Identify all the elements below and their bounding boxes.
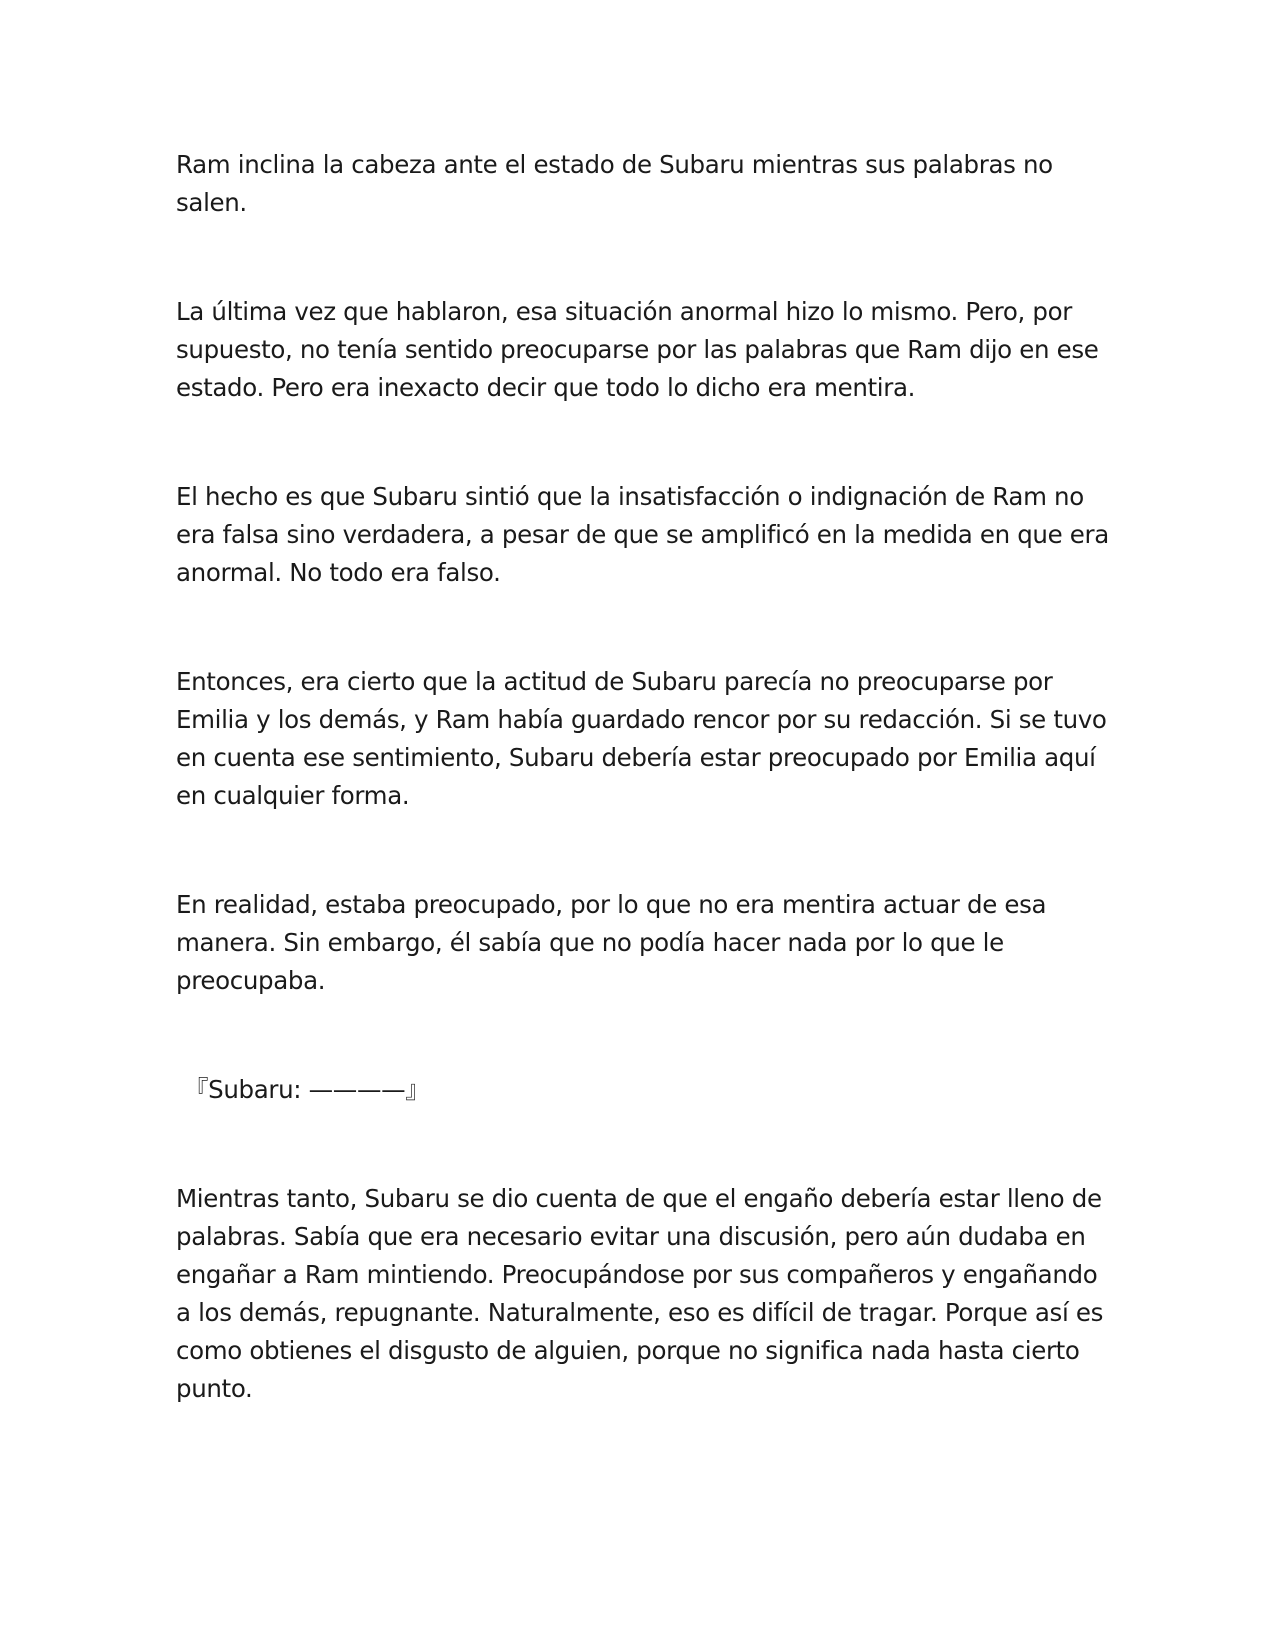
text-line: Entonces, era cierto que la actitud de Subaru parecía no preocuparse por	[176, 667, 1053, 696]
text-line: en cualquier forma.	[176, 781, 410, 810]
text-line: manera. Sin embargo, él sabía que no podía hacer nada por lo que le	[176, 928, 1004, 957]
text-line: supuesto, no tenía sentido preocuparse por las palabras que Ram dijo en ese	[176, 335, 1099, 364]
paragraph-7	[176, 1180, 1106, 1408]
text-line: La última vez que hablaron, esa situación anormal hizo lo mismo. Pero, por	[176, 297, 1072, 326]
dialogue-line	[176, 1071, 1106, 1109]
document-body	[176, 146, 1109, 1408]
text-line: palabras. Sabía que era necesario evitar una discusión, pero aún dudaba en	[176, 1222, 1086, 1251]
paragraph-4	[176, 663, 1106, 815]
paragraph-2	[176, 293, 1106, 407]
paragraph-5	[176, 886, 1106, 1000]
text-line: en cuenta ese sentimiento, Subaru debería estar preocupado por Emilia aquí	[176, 743, 1096, 772]
text-line: engañar a Ram mintiendo. Preocupándose por sus compañeros y engañando	[176, 1260, 1098, 1289]
text-line: a los demás, repugnante. Naturalmente, eso es difícil de tragar. Porque así es	[176, 1298, 1104, 1327]
text-line: Emilia y los demás, y Ram había guardado rencor por su redacción. Si se tuvo	[176, 705, 1107, 734]
text-line: En realidad, estaba preocupado, por lo que no era mentira actuar de esa	[176, 890, 1047, 919]
text-line: punto.	[176, 1374, 253, 1403]
text-line: como obtienes el disgusto de alguien, porque no significa nada hasta cierto	[176, 1336, 1080, 1365]
text-line: estado. Pero era inexacto decir que todo lo dicho era mentira.	[176, 373, 916, 402]
paragraph-3	[176, 478, 1109, 592]
text-line: era falsa sino verdadera, a pesar de que se amplificó en la medida en que era	[176, 520, 1109, 549]
dialogue-text: 『Subaru: ————』	[184, 1075, 430, 1104]
text-line: Ram inclina la cabeza ante el estado de Subaru mientras sus palabras no	[176, 150, 1053, 179]
paragraph-1	[176, 146, 1106, 222]
text-line: anormal. No todo era falso.	[176, 558, 501, 587]
text-line: salen.	[176, 188, 247, 217]
text-line: preocupaba.	[176, 966, 326, 995]
text-line: El hecho es que Subaru sintió que la insatisfacción o indignación de Ram no	[176, 482, 1084, 511]
text-line: Mientras tanto, Subaru se dio cuenta de que el engaño debería estar lleno de	[176, 1184, 1102, 1213]
